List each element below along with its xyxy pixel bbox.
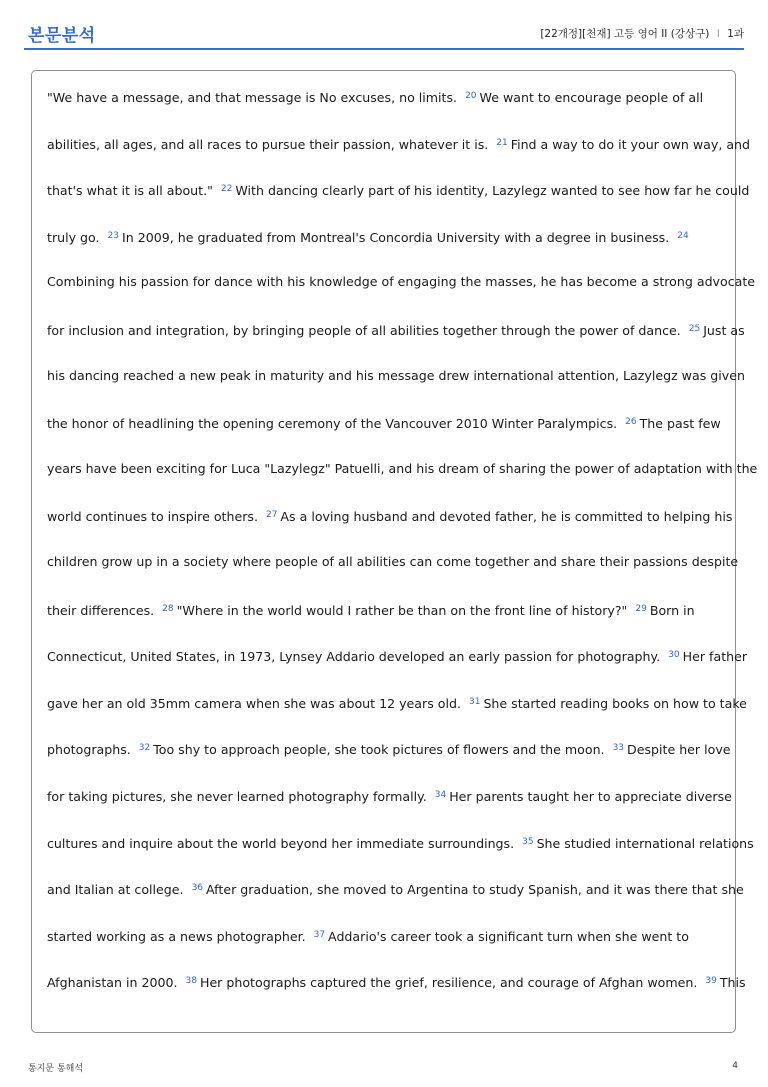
sentence-text: Find a way to do it your own way, and bbox=[510, 136, 751, 152]
sentence-text: Born in bbox=[649, 602, 695, 618]
sentence-number: 33 bbox=[612, 743, 625, 754]
passage-line bbox=[47, 875, 744, 922]
passage-line bbox=[47, 176, 750, 223]
passage-line bbox=[47, 829, 754, 876]
sentence-text: The past few bbox=[639, 416, 721, 432]
sentence-number: 25 bbox=[688, 323, 701, 334]
passage-line bbox=[47, 316, 745, 363]
sentence-text: his dancing reached a new peak in maturity and his message drew international attention, Lazylegz was given bbox=[47, 367, 745, 383]
passage-line bbox=[47, 922, 727, 969]
passage-line bbox=[47, 130, 751, 177]
sentence-number: 28 bbox=[162, 603, 174, 614]
sentence-number: 38 bbox=[185, 976, 197, 987]
sentence-text: Combining his passion for dance with his knowledge of engaging the masses, he has become a strong advocate bbox=[47, 274, 756, 290]
sentence-text: Her parents taught her to appreciate diverse bbox=[449, 788, 732, 804]
passage-line bbox=[47, 735, 731, 782]
sentence-text: After graduation, she moved to Argentina to study Spanish, and it was there that she bbox=[206, 882, 744, 898]
sentence-text: She started reading books on how to take bbox=[483, 695, 747, 711]
passage-line bbox=[47, 409, 727, 456]
sentence-text: Connecticut, United States, in 1973, Lynsey Addario developed an early passion for photography. bbox=[47, 649, 665, 665]
sentence-number: 22 bbox=[220, 184, 233, 195]
sentence-number: 37 bbox=[313, 929, 326, 940]
sentence-text: This bbox=[719, 975, 746, 991]
sentence-number: 39 bbox=[705, 976, 717, 987]
page-number: 4 bbox=[732, 1061, 738, 1071]
passage-line bbox=[47, 269, 756, 316]
passage-line bbox=[47, 456, 758, 503]
section-title: 본문분석 bbox=[28, 26, 96, 46]
footer-label: 통지문 통해석 bbox=[28, 1064, 84, 1074]
course-name: [22개정][천재] 고등 영어 II (강상구) bbox=[540, 28, 710, 40]
sentence-number: 32 bbox=[138, 743, 151, 754]
sentence-text: started working as a news photographer. bbox=[47, 928, 310, 944]
passage-line bbox=[47, 689, 747, 736]
sentence-text: for taking pictures, she never learned photography formally. bbox=[47, 788, 431, 804]
sentence-number: 30 bbox=[668, 650, 680, 661]
sentence-text: "Where in the world would I rather be than on the front line of history?" bbox=[176, 602, 632, 618]
sentence-text: world continues to inspire others. bbox=[47, 509, 262, 525]
sentence-text: Her father bbox=[682, 649, 748, 665]
lesson-label: 1과 bbox=[727, 28, 744, 40]
sentence-text: that's what it is all about." bbox=[47, 183, 217, 199]
sentence-text: We want to encourage people of all bbox=[479, 90, 704, 105]
sentence-text: years have been exciting for Luca "Lazylegz" Patuelli, and his dream of sharing the power of adaptation with the bbox=[47, 460, 758, 476]
course-info bbox=[540, 26, 744, 41]
passage-line bbox=[47, 596, 727, 643]
sentence-text: Afghanistan in 2000. bbox=[47, 975, 182, 991]
sentence-number: 34 bbox=[434, 789, 447, 800]
sentence-number: 21 bbox=[496, 137, 508, 148]
passage-line bbox=[47, 549, 739, 596]
sentence-text: In 2009, he graduated from Montreal's Concordia University with a degree in business. bbox=[122, 229, 674, 245]
passage-line bbox=[47, 782, 732, 829]
sentence-text: photographs. bbox=[47, 742, 135, 758]
sentence-text: With dancing clearly part of his identity, Lazylegz wanted to see how far he could bbox=[235, 183, 750, 199]
sentence-number: 27 bbox=[265, 510, 278, 521]
header-separator: I bbox=[716, 28, 720, 40]
sentence-number: 29 bbox=[635, 603, 647, 614]
sentence-text: Just as bbox=[703, 322, 745, 338]
sentence-text: Addario's career took a significant turn when she went to bbox=[328, 928, 689, 944]
sentence-text: She studied international relations bbox=[536, 835, 754, 851]
sentence-text: Despite her love bbox=[627, 742, 731, 758]
sentence-number: 20 bbox=[465, 91, 477, 101]
passage-text bbox=[47, 83, 758, 1015]
passage-line bbox=[47, 223, 727, 270]
passage-line bbox=[47, 83, 727, 130]
sentence-text: Too shy to approach people, she took pictures of flowers and the moon. bbox=[153, 742, 609, 758]
passage-line bbox=[47, 502, 733, 549]
sentence-number: 35 bbox=[522, 836, 534, 847]
sentence-text: and Italian at college. bbox=[47, 882, 188, 898]
sentence-number: 36 bbox=[191, 883, 204, 894]
sentence-text: truly go. bbox=[47, 229, 104, 245]
sentence-text: cultures and inquire about the world beyond her immediate surroundings. bbox=[47, 835, 519, 851]
sentence-number: 31 bbox=[468, 696, 481, 707]
sentence-number: 26 bbox=[625, 417, 637, 428]
sentence-number: 24 bbox=[677, 230, 689, 241]
sentence-text: the honor of headlining the opening ceremony of the Vancouver 2010 Winter Paralympics. bbox=[47, 416, 622, 432]
sentence-number: 23 bbox=[107, 230, 119, 241]
sentence-text: their differences. bbox=[47, 602, 159, 618]
page-header bbox=[24, 18, 744, 50]
sentence-text: gave her an old 35mm camera when she was about 12 years old. bbox=[47, 695, 465, 711]
sentence-text: As a loving husband and devoted father, he is committed to helping his bbox=[280, 509, 733, 525]
sentence-text: for inclusion and integration, by bringing people of all abilities together through the power of dance. bbox=[47, 322, 685, 338]
passage-line bbox=[47, 642, 748, 689]
sentence-text: "We have a message, and that message is No excuses, no limits. bbox=[47, 90, 462, 105]
passage-line bbox=[47, 968, 746, 1015]
sentence-text: children grow up in a society where people of all abilities can come together and share their passions despite bbox=[47, 553, 739, 569]
sentence-text: Her photographs captured the grief, resilience, and courage of Afghan women. bbox=[199, 975, 702, 991]
passage-line bbox=[47, 363, 745, 410]
sentence-text: abilities, all ages, and all races to pursue their passion, whatever it is. bbox=[47, 136, 493, 152]
